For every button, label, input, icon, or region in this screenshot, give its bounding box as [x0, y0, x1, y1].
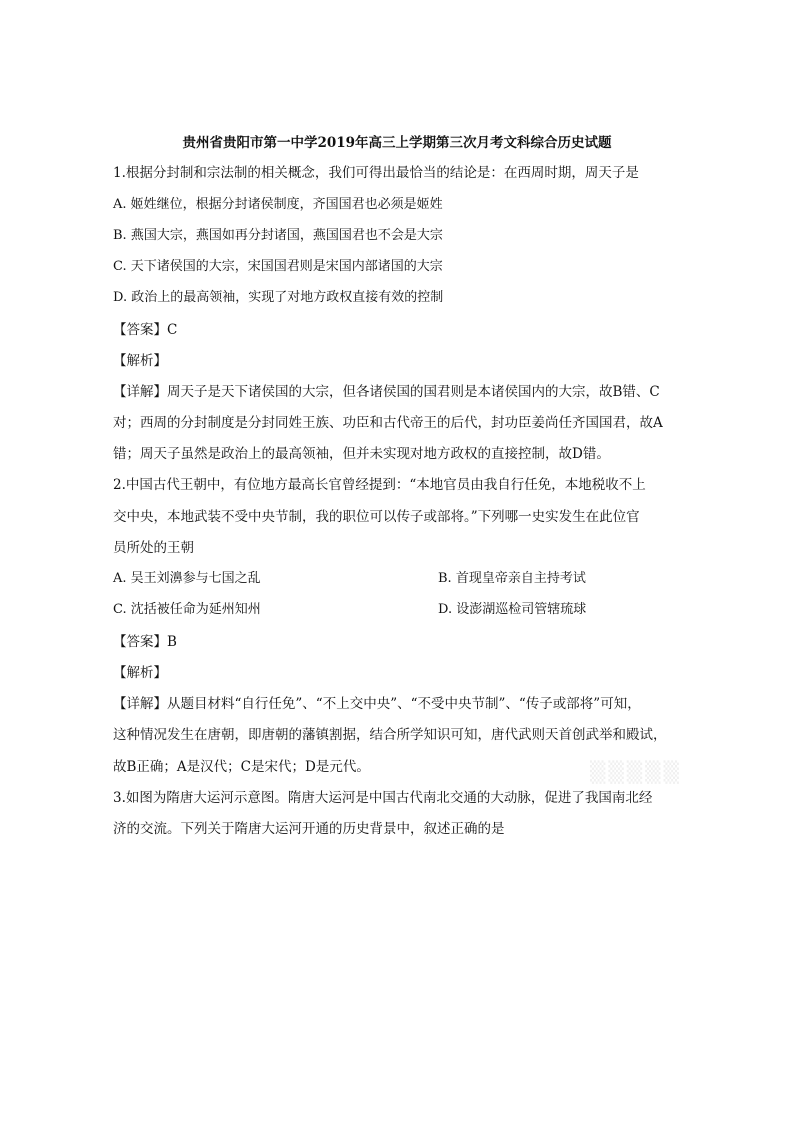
q1-analysis-label: 【解析】 [113, 353, 167, 369]
q2-option-d: D. 设澎湖巡检司管辖琉球 [438, 602, 587, 617]
q2-stem-line: 2.中国古代王朝中，有位地方最高长官曾经提到：“本地官员由我自行任免，本地税收不上 [113, 477, 646, 493]
q2-stem-line: 员所处的王朝 [113, 540, 194, 556]
q1-detail-line: 【详解】周天子是天下诸侯国的大宗，但各诸侯国的国君则是本诸侯国内的大宗，故B错、C [113, 384, 660, 400]
q2-analysis-label: 【解析】 [113, 665, 167, 681]
q1-answer: 【答案】C [113, 322, 178, 338]
q2-option-b: B. 首现皇帝亲自主持考试 [438, 571, 586, 586]
q3-stem-line: 3.如图为隋唐大运河示意图。隋唐大运河是中国古代南北交通的大动脉，促进了我国南北经 [113, 790, 653, 806]
q2-detail-line: 故B正确；A是汉代；C是宋代；D是元代。 [113, 759, 370, 775]
q1-detail-line: 错；周天子虽然是政治上的最高领袖，但并未实现对地方政权的直接控制，故D错。 [113, 446, 610, 462]
document-page [113, 0, 681, 1123]
document-title: 贵州省贵阳市第一中学2019年高三上学期第三次月考文科综合历史试题 [182, 135, 612, 151]
q2-stem-line: 交中央，本地武装不受中央节制，我的职位可以传子或部将。”下列哪一史实发生在此位官 [113, 509, 640, 525]
q1-option-d: D. 政治上的最高领袖，实现了对地方政权直接有效的控制 [113, 290, 444, 305]
q2-option-a: A. 吴王刘濞参与七国之乱 [113, 571, 261, 586]
q1-detail-line: 对；西周的分封制度是分封同姓王族、功臣和古代帝王的后代，封功臣姜尚任齐国国君，故A [113, 415, 663, 431]
q1-option-a: A. 姬姓继位，根据分封诸侯制度，齐国国君也必须是姬姓 [113, 197, 443, 212]
q2-detail-line: 这种情况发生在唐朝，即唐朝的藩镇割据，结合所学知识可知，唐代武则天首创武举和殿试， [113, 727, 667, 743]
q1-option-b: B. 燕国大宗，燕国如再分封诸国，燕国国君也不会是大宗 [113, 228, 443, 243]
q1-stem: 1.根据分封制和宗法制的相关概念，我们可得出最恰当的结论是：在西周时期，周天子是 [113, 165, 639, 181]
q1-option-c: C. 天下诸侯国的大宗，宋国国君则是宋国内部诸国的大宗 [113, 259, 443, 274]
q2-detail-line: 【详解】从题目材料“自行任免”、“不上交中央”、“不受中央节制”、“传子或部将”可知， [113, 696, 641, 712]
q2-option-c: C. 沈括被任命为延州知州 [113, 602, 261, 617]
q2-answer: 【答案】B [113, 634, 177, 650]
watermark: ▒▒▒▒▒ [590, 760, 682, 784]
q3-stem-line: 济的交流。下列关于隋唐大运河开通的历史背景中，叙述正确的是 [113, 821, 505, 837]
